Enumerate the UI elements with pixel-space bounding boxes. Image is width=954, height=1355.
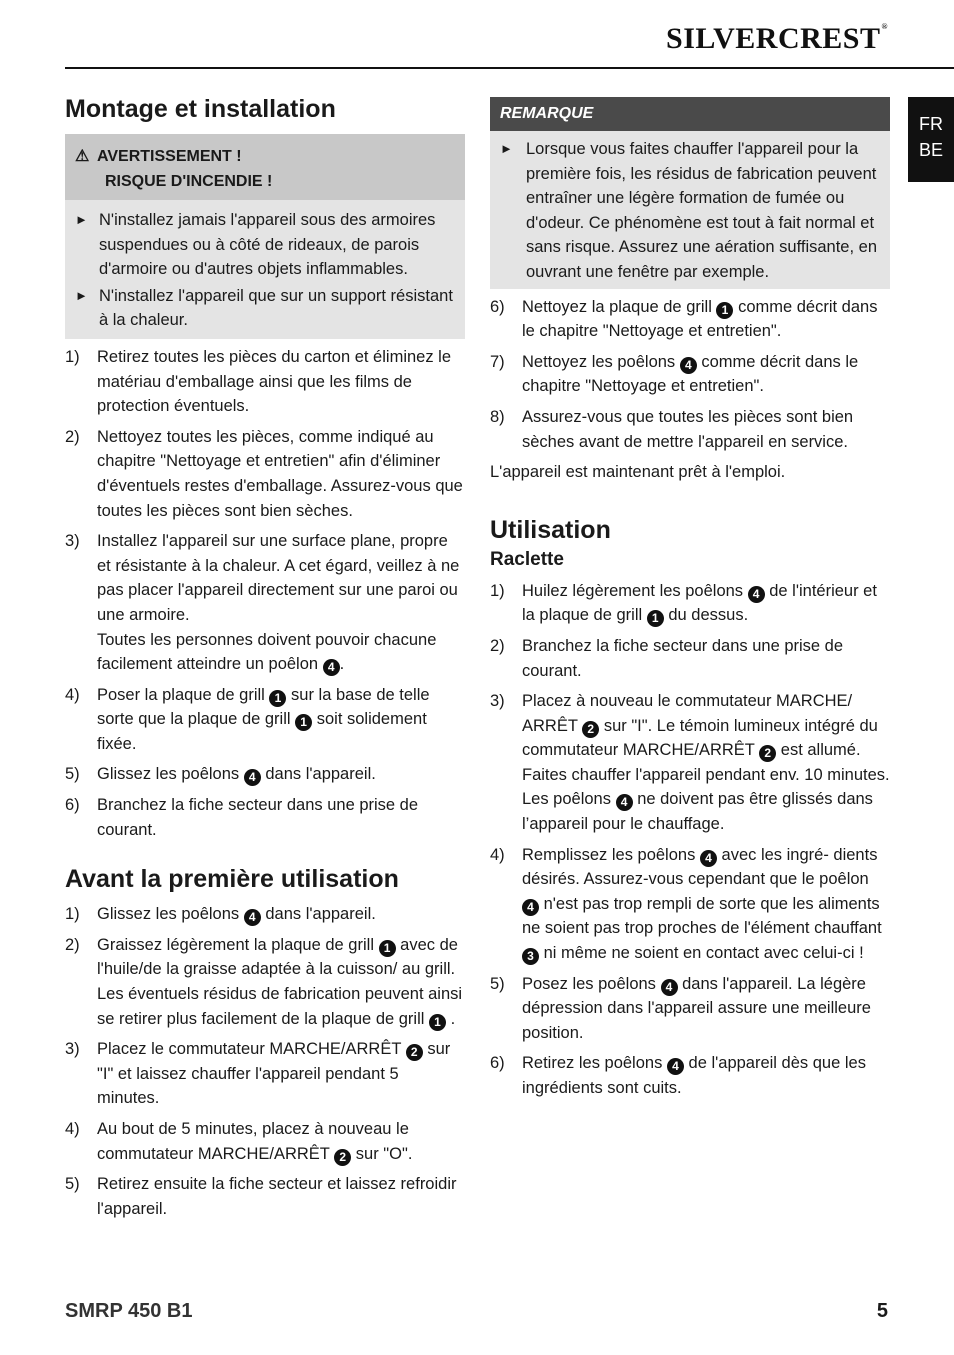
- subheading-raclette: Raclette: [490, 548, 564, 570]
- lang-be: BE: [918, 140, 943, 160]
- list-item: 8) Assurez-vous que toutes les pièces sont bien sèches avant de mettre l'appareil en service.: [490, 407, 854, 451]
- warning-triangle-icon: ⚠: [75, 148, 90, 165]
- list-item: 2) Nettoyez toutes les pièces, comme indiqué au chapitre "Nettoyage et entretien" afin d'éliminer d'éventuels restes d'emballage. Assurez-vous que toutes les pièces sont bien sèches.: [65, 427, 463, 520]
- part-number-badge: 4: [522, 899, 539, 916]
- heading-avant: Avant la première utilisation: [65, 865, 399, 894]
- arrow-bullet-icon: ►: [500, 141, 513, 156]
- lang-fr: FR: [919, 114, 943, 134]
- warning-box: [65, 134, 465, 339]
- warning-bullet: ► N'installez l'appareil que sur un support résistant à la chaleur.: [65, 284, 465, 333]
- part-number-badge: 1: [295, 714, 312, 731]
- part-number-badge: 4: [680, 357, 697, 374]
- part-number-badge: 4: [700, 850, 717, 867]
- list-item: 4) Au bout de 5 minutes, placez à nouveau le commutateur MARCHE/ARRÊT 2 sur "O".: [65, 1120, 413, 1164]
- part-number-badge: 4: [667, 1058, 684, 1075]
- part-number-badge: 3: [522, 948, 539, 965]
- list-item: 4) Poser la plaque de grill 1 sur la base de telle sorte que la plaque de grill 1 soit solidement fixée.: [65, 685, 430, 753]
- list-item: 4) Remplissez les poêlons 4 avec les ingré- dients désirés. Assurez-vous cependant que le poêlon 4 n'est pas trop rempli de sorte que les aliments ne soient pas trop proches de l'élément chauffant 3 ni même ne soient en contact avec celui-ci !: [490, 845, 882, 964]
- list-item: 3) Installez l'appareil sur une surface plane, propre et résistante à la chaleur. A cet égard, veillez à ne pas placer l'appareil directement sur une paroi ou une armoire. Toutes les personnes doivent pouvoir chacune facilement atteindre un poêlon 4 .: [65, 532, 460, 675]
- part-number-badge: 4: [244, 769, 261, 786]
- part-number-badge: 1: [716, 302, 733, 319]
- part-number-badge: 1: [269, 690, 286, 707]
- arrow-bullet-icon: ►: [75, 212, 88, 227]
- footer-model: SMRP 450 B1: [65, 1300, 193, 1322]
- page-number: 5: [876, 1300, 888, 1322]
- part-number-badge: 1: [429, 1014, 446, 1031]
- language-tab: [908, 97, 954, 182]
- heading-montage: Montage et installation: [65, 95, 336, 123]
- warning-title-2: RISQUE D'INCENDIE !: [105, 173, 273, 190]
- right-column: [490, 97, 890, 1101]
- part-number-badge: 2: [759, 745, 776, 762]
- part-number-badge: 2: [582, 721, 599, 738]
- list-item: 6) Nettoyez la plaque de grill 1 comme décrit dans le chapitre "Nettoyage et entretien".: [490, 297, 878, 341]
- note-bullet: ► Lorsque vous faites chauffer l'appareil pour la première fois, les résidus de fabrication peuvent entraîner une légère formation de fumée ou d'odeur. Ce phénomène est tout à fait normal et sans risque. Assurez une aération suffisante, en ouvrant une fenêtre par exemple.: [490, 137, 890, 285]
- warning-header: [65, 134, 465, 200]
- part-number-badge: 4: [661, 979, 678, 996]
- list-item: 1) Retirez toutes les pièces du carton et éliminez le matériau d'emballage ainsi que les films de protection éventuels.: [65, 347, 452, 416]
- part-number-badge: 4: [244, 909, 261, 926]
- brand-logo: SILVERCREST®: [666, 22, 888, 55]
- list-item: 3) Placez à nouveau le commutateur MARCHE/ ARRÊT 2 sur "I". Le témoin lumineux intégré du commutateur MARCHE/ARRÊT 2 est allumé. Faites chauffer l'appareil pendant env. 10 minutes. Les poêlons 4 ne doivent pas être glissés dans l’appareil pour le chauffage.: [490, 692, 890, 834]
- note-box: [490, 97, 890, 289]
- part-number-badge: 1: [379, 940, 396, 957]
- list-item: 6) Branchez la fiche secteur dans une prise de courant.: [65, 796, 419, 839]
- arrow-bullet-icon: ►: [75, 287, 88, 303]
- list-item: 1) Huilez légèrement les poêlons 4 de l'intérieur et la plaque de grill 1 du dessus.: [490, 581, 877, 626]
- list-item: 2) Graissez légèrement la plaque de grill 1 avec de l'huile/de la graisse adaptée à la cuisson/ au grill. Les éventuels résidus de fabrication peuvent ainsi se retirer plus facilement de la plaque de grill 1 .: [65, 935, 463, 1029]
- part-number-badge: 2: [334, 1149, 351, 1166]
- list-item: 5) Retirez ensuite la fiche secteur et laissez refroidir l'appareil.: [65, 1175, 457, 1218]
- part-number-badge: 4: [616, 794, 633, 811]
- ready-text: L'appareil est maintenant prêt à l'emploi.: [490, 463, 786, 482]
- part-number-badge: 4: [323, 659, 340, 676]
- list-item: 2) Branchez la fiche secteur dans une prise de courant.: [490, 636, 844, 680]
- note-header: REMARQUE: [490, 97, 890, 131]
- list-item: 1) Glissez les poêlons 4 dans l'appareil.: [65, 905, 376, 925]
- list-item: 7) Nettoyez les poêlons 4 comme décrit dans le chapitre "Nettoyage et entretien".: [490, 352, 859, 396]
- header-rule: [65, 67, 954, 69]
- list-item: 5) Posez les poêlons 4 dans l'appareil. La légère dépression dans l'appareil assure une meilleure position.: [490, 974, 871, 1042]
- left-column: [65, 92, 465, 1221]
- warning-title-1: AVERTISSEMENT !: [97, 148, 242, 165]
- part-number-badge: 2: [406, 1044, 423, 1061]
- list-item: 3) Placez le commutateur MARCHE/ARRÊT 2 sur "I" et laissez chauffer l'appareil pendant 5 minutes.: [65, 1040, 451, 1108]
- part-number-badge: 1: [647, 610, 664, 627]
- warning-bullet: ► N'installez jamais l'appareil sous des armoires suspendues ou à côté de rideaux, de parois d'armoire ou d'autres objets inflammables.: [65, 208, 465, 282]
- part-number-badge: 4: [748, 586, 765, 603]
- list-item: 6) Retirez les poêlons 4 de l'appareil dès que les ingrédients sont cuits.: [490, 1054, 866, 1097]
- heading-utilisation: Utilisation: [490, 515, 611, 544]
- list-item: 5) Glissez les poêlons 4 dans l'appareil.: [65, 765, 376, 785]
